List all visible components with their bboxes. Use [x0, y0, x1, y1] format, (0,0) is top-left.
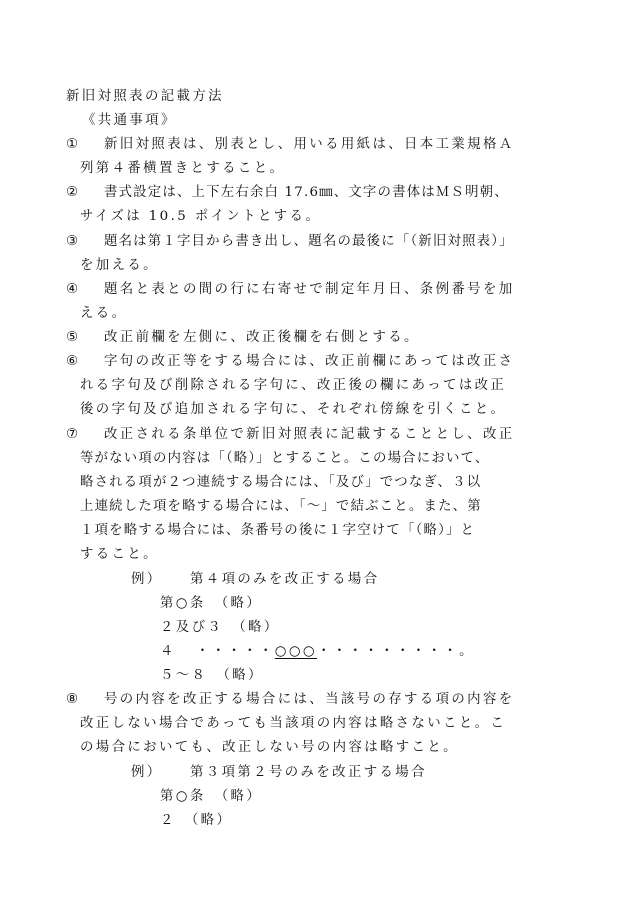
item-2-line-1: 書式設定は、上下左右余白 17.6㎜、文字の書体はＭＳ明朝、: [104, 185, 509, 200]
item-4-line-1: 題名と表との間の行に右寄せで制定年月日、条例番号を加: [104, 282, 515, 297]
section-heading: 《共通事項》: [82, 113, 177, 128]
example-1-row-4: ５～８ （略）: [160, 668, 264, 683]
item-5-number: ⑤: [66, 330, 81, 345]
example-1-row-3: [160, 643, 475, 661]
item-4-line-2: える。: [80, 306, 128, 321]
example-2-caption: 第３項第２号のみを改正する場合: [190, 765, 427, 780]
item-7-line-5: １項を略する場合には、条番号の後に１字空けて「（略）」と: [80, 523, 476, 538]
example-1-label: 例）: [131, 572, 163, 587]
item-7-line-6: すること。: [80, 547, 159, 562]
item-2-number: ②: [66, 185, 81, 200]
example-1-row-3-number: ４: [160, 644, 176, 659]
item-6-line-3: 後の字句及び追加される字句に、それぞれ傍線を引くこと。: [80, 402, 507, 417]
item-4-number: ④: [66, 282, 81, 297]
item-3-number: ③: [66, 234, 81, 249]
item-2-line-2: サイズは 10.5 ポイントとする。: [80, 209, 322, 224]
example-2-label: 例）: [131, 765, 163, 780]
item-3-line-2: を加える。: [80, 258, 159, 273]
example-1-row-2: ２及び３ （略）: [160, 620, 280, 635]
item-7-line-1: 改正される条単位で新旧対照表に記載することとし、改正: [104, 427, 515, 442]
example-1-row-1: 第○条 （略）: [160, 596, 263, 611]
document-title: 新旧対照表の記載方法: [66, 89, 224, 104]
item-7-line-2: 等がない項の内容は「（略）」とすること。この場合において、: [80, 451, 490, 466]
item-1-line-2: 列第４番横置きとすること。: [80, 161, 286, 176]
item-6-number: ⑥: [66, 354, 81, 369]
item-6-line-1: 字句の改正等をする場合には、改正前欄にあっては改正さ: [104, 354, 515, 369]
item-8-number: ⑧: [66, 692, 81, 707]
item-6-line-2: れる字句及び削除される字句に、改正後の欄にあっては改正: [80, 378, 507, 393]
example-1-row-3-dots-after: ・・・・・・・・・。: [317, 644, 475, 659]
item-5-line-1: 改正前欄を左側に、改正後欄を右側とする。: [104, 330, 420, 345]
item-8-line-1: 号の内容を改正する場合には、当該号の存する項の内容を: [104, 692, 515, 707]
item-7-line-4: 上連続した項を略する場合には、「～」で結ぶこと。また、第: [80, 499, 482, 514]
example-1-row-3-underlined: ○○○: [274, 644, 318, 659]
example-1-row-3-dots-before: ・・・・・: [195, 644, 275, 659]
item-1-line-1: 新旧対照表は、別表とし、用いる用紙は、日本工業規格Ａ: [104, 137, 515, 152]
item-7-number: ⑦: [66, 427, 81, 442]
item-7-line-3: 略される項が２つ連続する場合には、「及び」でつなぎ、３以: [80, 475, 482, 490]
item-8-line-2: 改正しない場合であっても当該項の内容は略さないこと。こ: [80, 716, 507, 731]
example-2-row-1: 第○条 （略）: [160, 789, 263, 804]
example-2-row-2: ２ （略）: [160, 813, 233, 828]
item-8-line-3: の場合においても、改正しない号の内容は略すこと。: [80, 740, 459, 755]
item-1-number: ①: [66, 137, 81, 152]
item-3-line-1: 題名は第１字目から書き出し、題名の最後に「（新旧対照表）」: [104, 234, 514, 249]
example-1-caption: 第４項のみを改正する場合: [190, 572, 380, 587]
